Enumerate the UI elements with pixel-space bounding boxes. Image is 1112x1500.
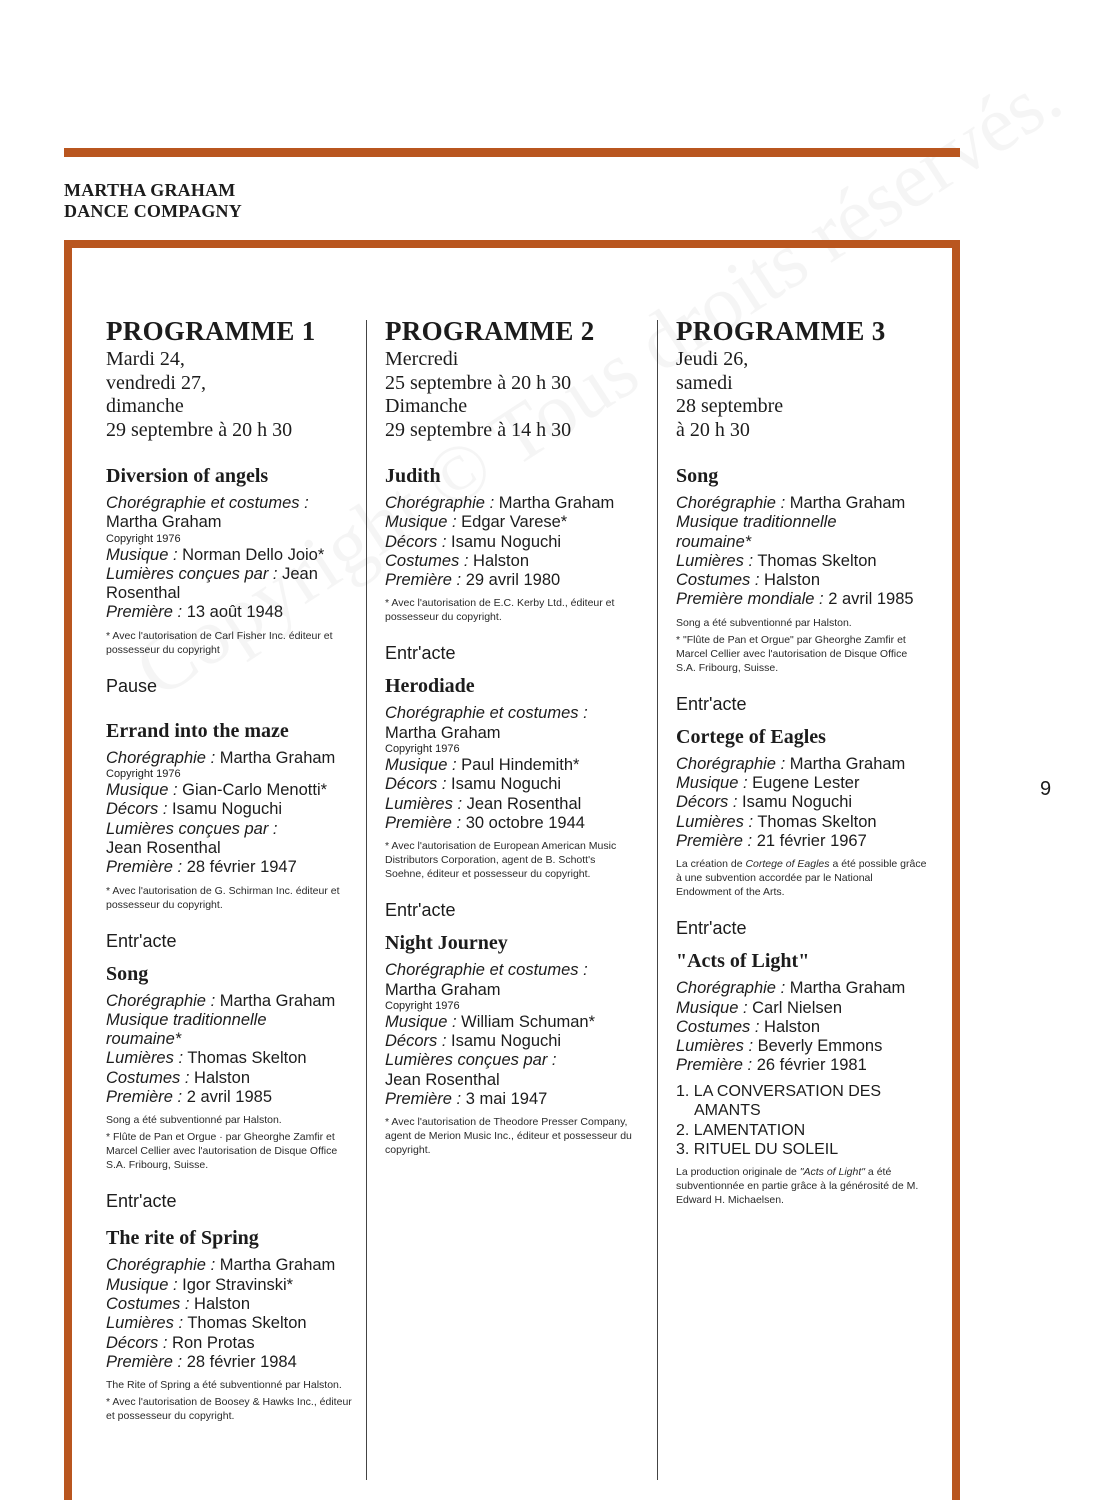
programme-1-column bbox=[106, 316, 358, 1423]
footnote: The Rite of Spring a été subventionné par Halston. bbox=[106, 1379, 342, 1392]
credit-value: Jean Rosenthal bbox=[466, 794, 582, 813]
credit-label: Costumes : bbox=[106, 1294, 190, 1313]
piece-title: The rite of Spring bbox=[106, 1227, 259, 1250]
credit-value: Paul Hindemith* bbox=[461, 756, 580, 775]
note-text: La production originale de bbox=[676, 1166, 800, 1179]
company-name-line-2: DANCE COMPAGNY bbox=[64, 201, 242, 221]
footnote: * Avec l'autorisation de European American Music Distributors Corporation, agent de B. Schott's Soehne, éditeur et possesseur du copyright. bbox=[385, 840, 617, 881]
footnote: * Avec l'autorisation de Carl Fisher Inc. éditeur et possesseur du copyright bbox=[106, 629, 333, 656]
copyright-line: Copyright 1976 bbox=[385, 999, 460, 1012]
footnote: * Avec l'autorisation de Boosey & Hawks Inc., éditeur et possesseur du copyright. bbox=[106, 1396, 352, 1423]
credit-value: Norman Dello Joio* bbox=[182, 545, 325, 564]
credit-label: Première mondiale : bbox=[676, 590, 824, 609]
piece-credits bbox=[676, 979, 928, 1075]
credit-label: Chorégraphie : bbox=[106, 748, 216, 767]
credit-label: Musique : bbox=[385, 1012, 457, 1031]
credit-value: Martha Graham bbox=[789, 494, 906, 512]
column-divider-2 bbox=[657, 320, 658, 1480]
piece-title: Errand into the maze bbox=[106, 719, 289, 742]
credit-value: 28 février 1984 bbox=[186, 1352, 297, 1371]
entracte-label: Entr'acte bbox=[385, 900, 456, 921]
programme-3-title: PROGRAMME 3 bbox=[676, 316, 886, 346]
credit-value: Ron Protas bbox=[172, 1333, 255, 1352]
credit-label: Costumes : bbox=[676, 1017, 760, 1036]
piece-credits bbox=[106, 992, 358, 1108]
movement-item: 3. RITUEL DU SOLEIL bbox=[676, 1140, 839, 1158]
credit-label: Musique : bbox=[385, 513, 457, 532]
credit-value: Thomas Skelton bbox=[187, 1314, 307, 1333]
credit-value: Martha Graham bbox=[219, 991, 336, 1010]
date-line: dimanche bbox=[106, 395, 184, 417]
credit-value: Martha Graham bbox=[385, 980, 501, 999]
credit-label: Chorégraphie : bbox=[106, 991, 216, 1010]
credit-value: Martha Graham bbox=[219, 1256, 336, 1275]
date-line: Dimanche bbox=[385, 395, 468, 417]
credit-value: 2 avril 1985 bbox=[186, 1088, 273, 1107]
entracte-label: Entr'acte bbox=[106, 930, 177, 951]
credit-value: 13 août 1948 bbox=[186, 603, 284, 622]
column-divider-1 bbox=[366, 320, 367, 1480]
credit-label: Chorégraphie : bbox=[676, 754, 786, 773]
piece-credits bbox=[106, 749, 358, 878]
credit-label: Costumes : bbox=[106, 1068, 190, 1087]
credit-value: 21 février 1967 bbox=[756, 831, 867, 850]
credit-label: Musique traditionnelle bbox=[106, 1010, 267, 1029]
credit-label: Musique : bbox=[385, 756, 457, 775]
footnote: * Avec l'autorisation de E.C. Kerby Ltd., éditeur et possesseur du copyright. bbox=[385, 597, 615, 624]
credit-label: Lumières conçues par : bbox=[385, 1051, 557, 1070]
credit-label: Chorégraphie et costumes : bbox=[385, 704, 588, 723]
credit-label: Première : bbox=[106, 603, 183, 622]
movement-item: 2. LAMENTATION bbox=[676, 1121, 806, 1139]
programme-1-title: PROGRAMME 1 bbox=[106, 316, 316, 346]
credit-value: 30 octobre 1944 bbox=[465, 813, 585, 832]
credit-label: Lumières conçues par : bbox=[106, 819, 278, 838]
entracte-label: Entr'acte bbox=[676, 918, 747, 939]
credit-value: Isamu Noguchi bbox=[451, 1032, 562, 1051]
credit-label: Chorégraphie : bbox=[385, 494, 495, 512]
copyright-line: Copyright 1976 bbox=[106, 768, 181, 781]
credit-label: Première : bbox=[385, 571, 462, 590]
credit-label: Première : bbox=[676, 831, 753, 850]
piece-title: Judith bbox=[385, 465, 441, 487]
pause-label: Pause bbox=[106, 675, 158, 696]
piece-title: Song bbox=[106, 962, 149, 985]
programme-1-dates bbox=[106, 348, 358, 442]
credit-label: Chorégraphie et costumes : bbox=[385, 961, 588, 980]
note-text: a été subventionnée en partie grâce à la générosité de M. Edward H. Michaelsen. bbox=[676, 1166, 919, 1207]
programme-2-column bbox=[385, 316, 635, 1157]
credit-label: Costumes : bbox=[385, 551, 469, 570]
top-rule bbox=[64, 148, 960, 157]
credit-value: Martha Graham bbox=[219, 748, 336, 767]
credit-label: Lumières : bbox=[106, 1314, 184, 1333]
credit-value: Halston bbox=[194, 1068, 250, 1087]
credit-label: Première : bbox=[106, 1088, 183, 1107]
credit-value: Halston bbox=[194, 1294, 250, 1313]
credit-value: Jean Rosenthal bbox=[106, 838, 221, 857]
movement-list bbox=[676, 1082, 928, 1160]
credit-value: Jean bbox=[282, 564, 318, 583]
credit-label: Musique : bbox=[106, 781, 178, 800]
credit-label: Chorégraphie : bbox=[676, 979, 786, 998]
date-line: 29 septembre à 20 h 30 bbox=[106, 418, 293, 441]
credit-value: Edgar Varese* bbox=[461, 513, 568, 532]
date-line: 28 septembre bbox=[676, 395, 784, 417]
movement-item-continued: AMANTS bbox=[694, 1102, 761, 1120]
credit-label: Lumières : bbox=[106, 1049, 184, 1068]
credit-value: William Schuman* bbox=[461, 1012, 596, 1031]
date-line: 29 septembre à 14 h 30 bbox=[385, 418, 572, 441]
piece-credits bbox=[106, 1256, 358, 1372]
credit-label: Lumières conçues par : bbox=[106, 564, 278, 583]
footnote bbox=[676, 1165, 928, 1207]
credit-value: Halston bbox=[764, 571, 820, 590]
credit-value: Martha Graham bbox=[498, 494, 615, 512]
credit-label: Musique : bbox=[676, 998, 748, 1017]
piece-title: "Acts of Light" bbox=[676, 950, 810, 973]
credit-value: Jean Rosenthal bbox=[385, 1070, 500, 1089]
credit-label: roumaine* bbox=[676, 532, 752, 551]
piece-credits bbox=[676, 494, 928, 610]
credit-label: Lumières : bbox=[385, 794, 463, 813]
credit-label: Décors : bbox=[676, 793, 738, 812]
credit-label: Première : bbox=[385, 1090, 462, 1109]
credit-value: Thomas Skelton bbox=[757, 812, 877, 831]
credit-value: Isamu Noguchi bbox=[451, 532, 562, 551]
credit-value: Isamu Noguchi bbox=[451, 775, 562, 794]
credit-value: Rosenthal bbox=[106, 584, 181, 603]
note-text: La création de bbox=[676, 858, 746, 871]
credit-label: Musique : bbox=[106, 545, 178, 564]
credit-value: Eugene Lester bbox=[752, 774, 860, 793]
credit-label: Première : bbox=[676, 1056, 753, 1075]
credit-value: 2 avril 1985 bbox=[828, 590, 914, 609]
credit-value: Halston bbox=[473, 551, 529, 570]
credit-value: Martha Graham bbox=[789, 979, 906, 998]
credit-label: Lumières : bbox=[676, 551, 754, 570]
credit-value: Igor Stravinski* bbox=[182, 1275, 294, 1294]
date-line: à 20 h 30 bbox=[676, 418, 750, 441]
credit-value: Halston bbox=[764, 1017, 820, 1036]
credit-value: 29 avril 1980 bbox=[465, 571, 561, 590]
credit-value: Isamu Noguchi bbox=[742, 793, 853, 812]
credit-value: Martha Graham bbox=[385, 723, 501, 742]
credit-label: Musique : bbox=[106, 1275, 178, 1294]
piece-title: Night Journey bbox=[385, 932, 508, 955]
programme-2-title: PROGRAMME 2 bbox=[385, 316, 595, 346]
piece-title: Herodiade bbox=[385, 675, 475, 698]
credit-label: Costumes : bbox=[676, 571, 760, 590]
credit-value: Gian-Carlo Menotti* bbox=[182, 781, 328, 800]
piece-title: Diversion of angels bbox=[106, 465, 269, 487]
credit-label: Première : bbox=[385, 813, 462, 832]
credit-value: Isamu Noguchi bbox=[172, 800, 283, 819]
credit-label: Musique : bbox=[676, 774, 748, 793]
footnote: * Flûte de Pan et Orgue · par Gheorghe Zamfir et Marcel Cellier avec l'autorisation de Disque Office S.A. Fribourg, Suisse. bbox=[106, 1131, 338, 1172]
credit-label: Chorégraphie : bbox=[106, 1256, 216, 1275]
company-name-line-1: MARTHA GRAHAM bbox=[64, 180, 236, 200]
credit-value: Beverly Emmons bbox=[757, 1037, 883, 1056]
footnote: * "Flûte de Pan et Orgue" par Gheorghe Zamfir et Marcel Cellier avec l'autorisation de Disque Office S.A. Fribourg, Suisse. bbox=[676, 633, 908, 674]
piece-credits bbox=[385, 494, 635, 590]
copyright-line: Copyright 1976 bbox=[385, 743, 460, 756]
footnote: * Avec l'autorisation de Theodore Presser Company, agent de Merion Music Inc., éditeur et possesseur du copyright. bbox=[385, 1116, 632, 1157]
programme-3-column bbox=[676, 316, 928, 1207]
page-number: 9 bbox=[1040, 778, 1052, 800]
credit-label: Décors : bbox=[385, 775, 447, 794]
note-text: a été possible grâce à une subvention accordée par le National Endowment of the Arts. bbox=[676, 858, 927, 899]
credit-value: 26 février 1981 bbox=[756, 1056, 867, 1075]
piece-title: Song bbox=[676, 465, 719, 487]
piece-credits bbox=[385, 961, 635, 1109]
credit-label: Décors : bbox=[385, 532, 447, 551]
credit-value: 28 février 1947 bbox=[186, 858, 297, 877]
company-name bbox=[64, 180, 242, 222]
credit-value: 3 mai 1947 bbox=[465, 1090, 548, 1109]
note-title: "Acts of Light" bbox=[799, 1166, 866, 1179]
credit-value: Martha Graham bbox=[789, 754, 906, 773]
credit-value: Thomas Skelton bbox=[757, 551, 877, 570]
credit-label: Lumières : bbox=[676, 812, 754, 831]
footnote: Song a été subventionné par Halston. bbox=[106, 1114, 282, 1127]
credit-label: roumaine* bbox=[106, 1030, 182, 1049]
credit-label: Première : bbox=[106, 1352, 183, 1371]
footnote bbox=[676, 857, 928, 899]
entracte-label: Entr'acte bbox=[106, 1191, 177, 1212]
credit-label: Lumières : bbox=[676, 1037, 754, 1056]
footnote: * Avec l'autorisation de G. Schirman Inc. éditeur et possesseur du copyright. bbox=[106, 884, 340, 911]
credit-label: Décors : bbox=[106, 800, 168, 819]
credit-label: Première : bbox=[106, 858, 183, 877]
date-line: vendredi 27, bbox=[106, 371, 206, 394]
programme-2-dates bbox=[385, 348, 635, 442]
credit-label: Chorégraphie : bbox=[676, 494, 786, 512]
date-line: Mercredi bbox=[385, 348, 459, 370]
copyright-line: Copyright 1976 bbox=[106, 532, 181, 545]
footnote: Song a été subventionné par Halston. bbox=[676, 616, 852, 629]
piece-credits bbox=[106, 494, 358, 623]
entracte-label: Entr'acte bbox=[385, 643, 456, 664]
credit-label: Musique traditionnelle bbox=[676, 513, 837, 532]
piece-title: Cortege of Eagles bbox=[676, 725, 826, 748]
date-line: samedi bbox=[676, 371, 733, 394]
note-title: Cortege of Eagles bbox=[745, 858, 830, 871]
date-line: Jeudi 26, bbox=[676, 348, 749, 370]
credit-value: Thomas Skelton bbox=[187, 1049, 307, 1068]
entracte-label: Entr'acte bbox=[676, 693, 747, 714]
movement-item: 1. LA CONVERSATION DES bbox=[676, 1082, 882, 1100]
programme-3-dates bbox=[676, 348, 928, 442]
date-line: 25 septembre à 20 h 30 bbox=[385, 371, 572, 394]
credit-label: Décors : bbox=[106, 1333, 168, 1352]
piece-credits bbox=[676, 755, 928, 851]
date-line: Mardi 24, bbox=[106, 348, 185, 370]
credit-label: Chorégraphie et costumes : bbox=[106, 494, 309, 512]
credit-label: Décors : bbox=[385, 1032, 447, 1051]
credit-value: Martha Graham bbox=[106, 513, 222, 532]
piece-credits bbox=[385, 704, 635, 833]
credit-value: Carl Nielsen bbox=[752, 998, 843, 1017]
